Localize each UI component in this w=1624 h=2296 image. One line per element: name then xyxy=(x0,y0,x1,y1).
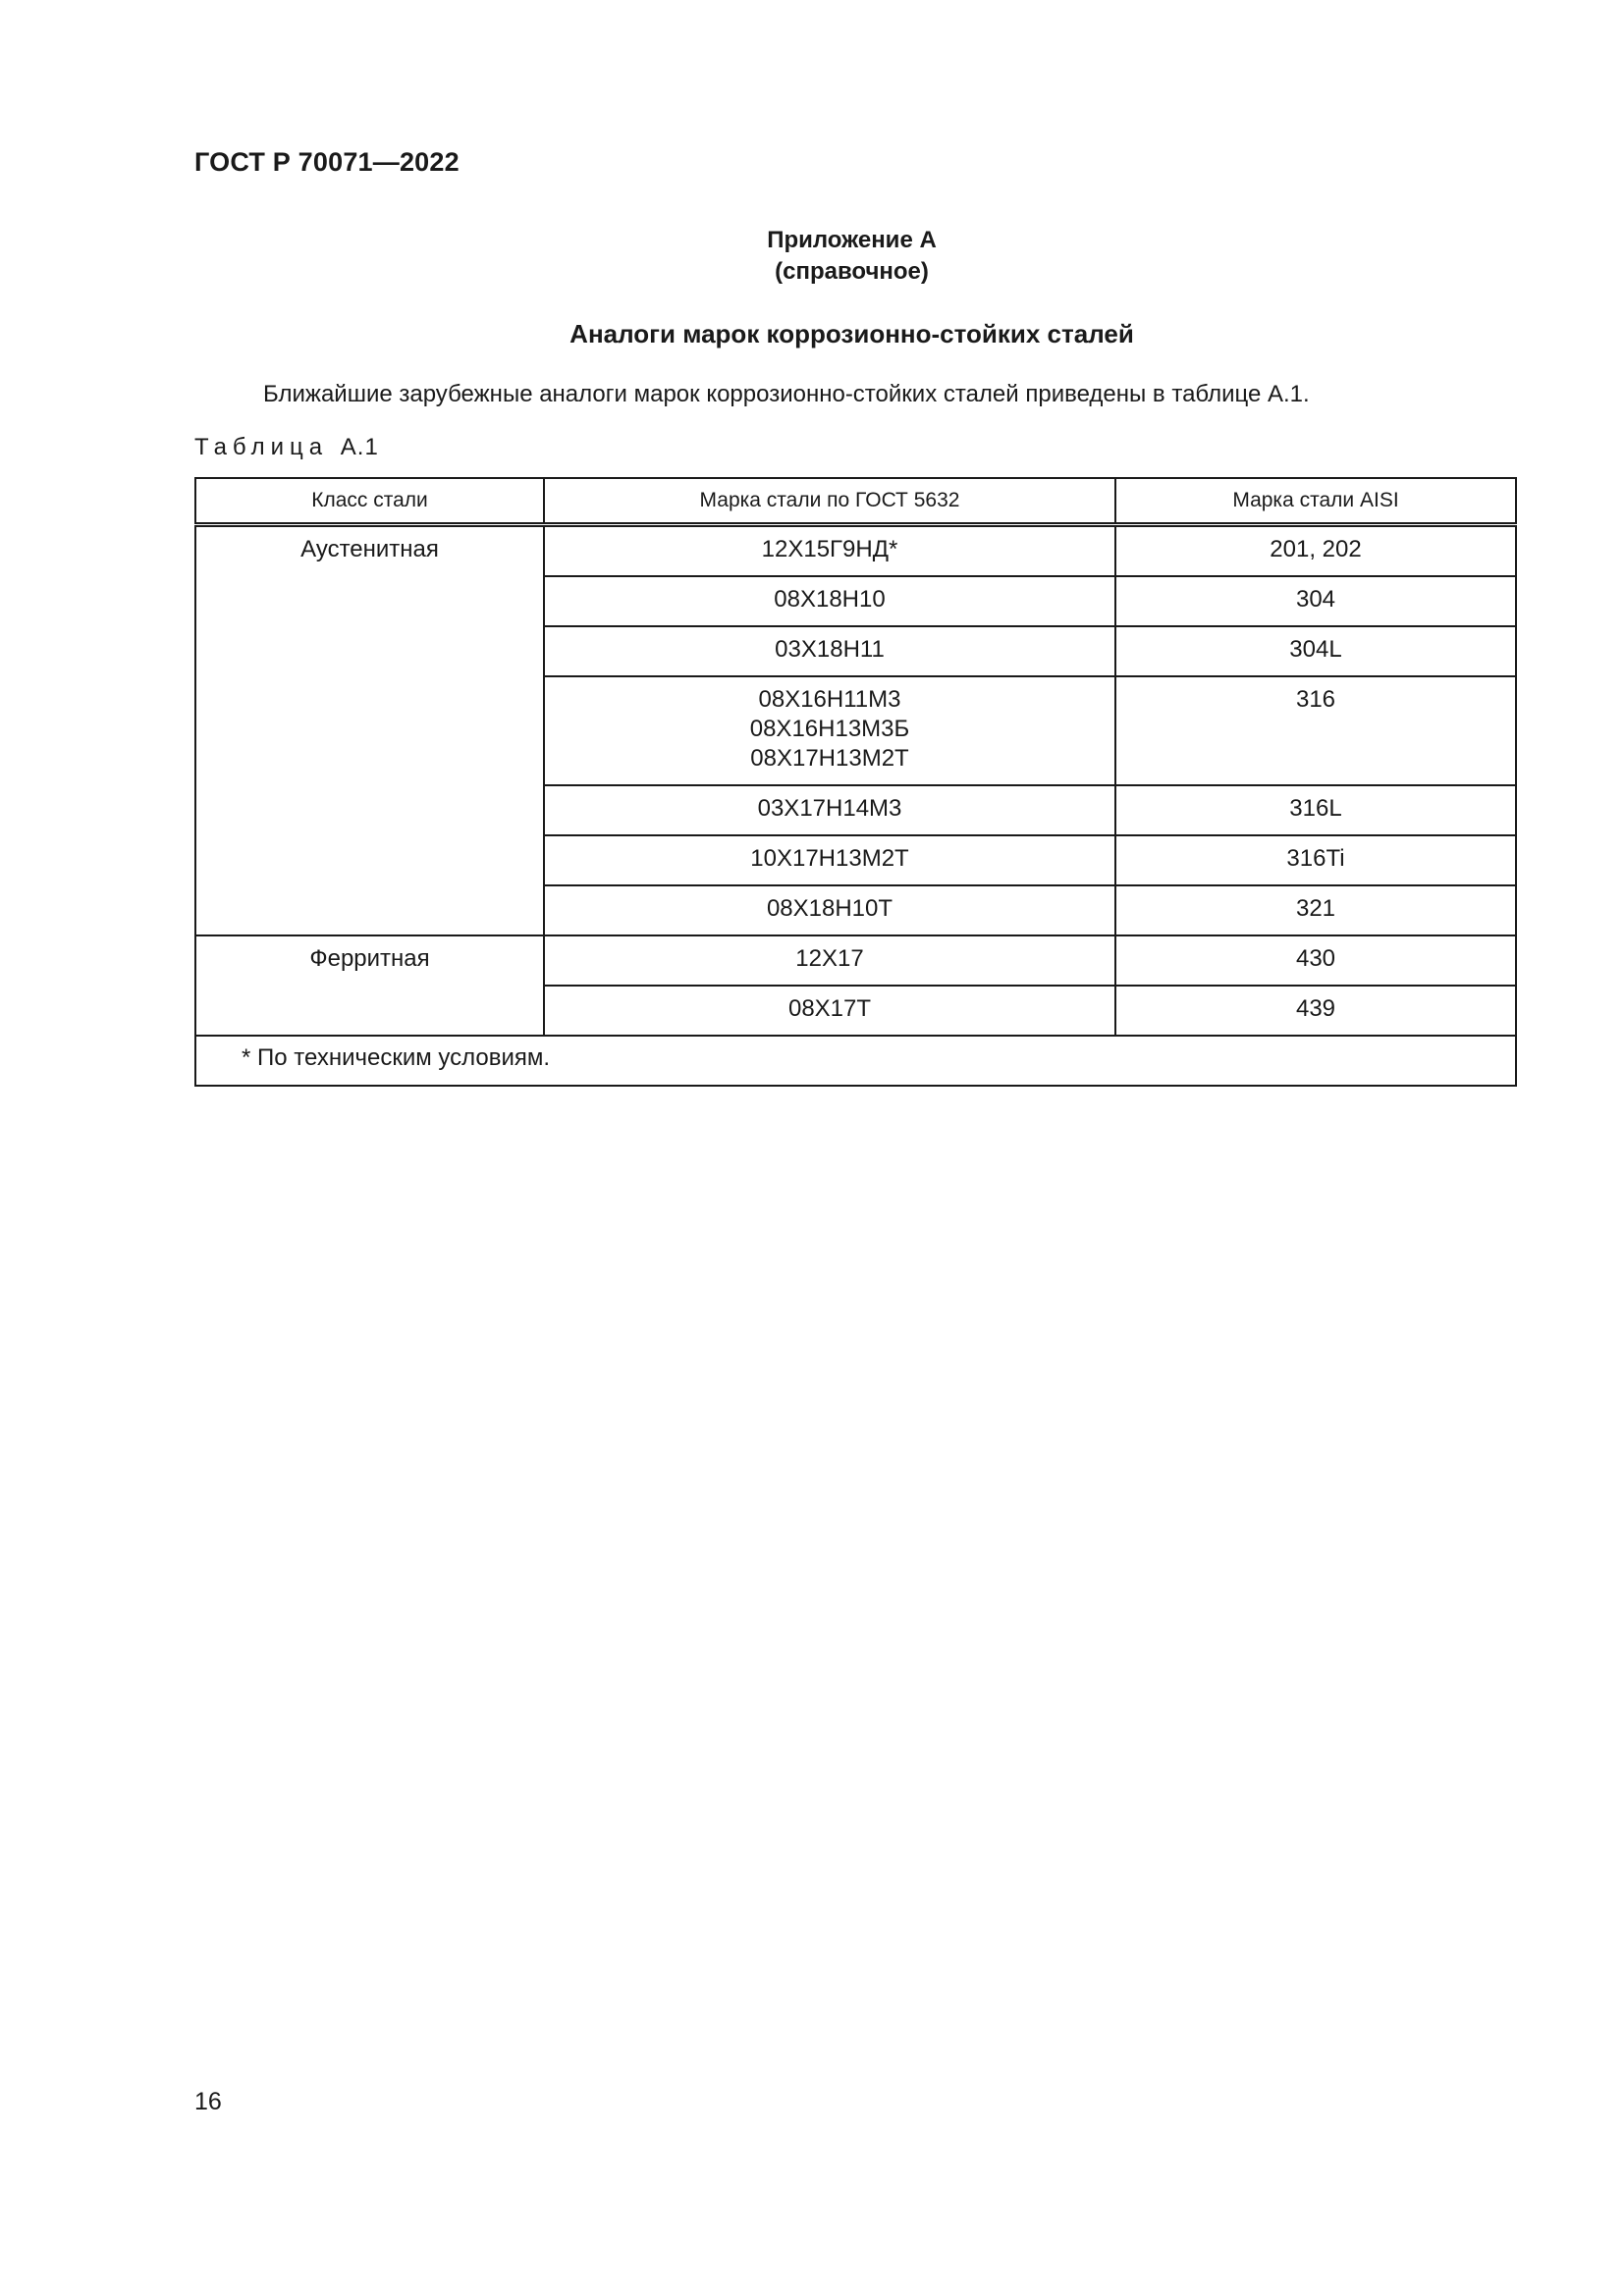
appendix-type: (справочное) xyxy=(775,258,929,285)
table-caption xyxy=(194,434,379,461)
gost-grade-line: 08Х16Н13М3Б xyxy=(749,716,910,742)
aisi-grade-cell: 316 xyxy=(1115,676,1516,785)
intro-paragraph: Ближайшие зарубежные аналоги марок коррозионно-стойких сталей приведены в таблице А.1. xyxy=(263,381,1310,407)
steel-class-cell: Ферритная xyxy=(195,935,544,1036)
aisi-grade-cell: 430 xyxy=(1115,935,1516,986)
gost-grade-cell: 12Х17 xyxy=(544,935,1115,986)
aisi-grade-cell: 316Ti xyxy=(1115,835,1516,885)
page-number: 16 xyxy=(194,2088,222,2115)
gost-grade-line: 08Х16Н11М3 xyxy=(758,686,901,713)
header-aisi-grade: Марка стали AISI xyxy=(1115,478,1516,525)
section-title: Аналоги марок коррозионно-стойких сталей xyxy=(569,319,1134,348)
gost-grade-cell xyxy=(544,676,1115,785)
aisi-grade-cell: 304L xyxy=(1115,626,1516,676)
aisi-grade-cell: 304 xyxy=(1115,576,1516,626)
gost-grade-line: 08Х17Н13М2Т xyxy=(750,745,909,772)
gost-grade-cell: 08Х18Н10Т xyxy=(544,885,1115,935)
table-caption-label: Таблица xyxy=(194,434,329,460)
aisi-grade-cell: 316L xyxy=(1115,785,1516,835)
gost-grade-cell: 10Х17Н13М2Т xyxy=(544,835,1115,885)
gost-grade-cell: 03Х18Н11 xyxy=(544,626,1115,676)
header-gost-grade: Марка стали по ГОСТ 5632 xyxy=(544,478,1115,525)
table-row xyxy=(195,525,1516,577)
table-footnote: * По техническим условиям. xyxy=(195,1036,1516,1086)
gost-grade-cell: 12Х15Г9НД* xyxy=(544,525,1115,577)
gost-grade-cell: 08Х17Т xyxy=(544,986,1115,1036)
table-caption-number: А.1 xyxy=(340,434,379,460)
header-steel-class: Класс стали xyxy=(195,478,544,525)
table-footnote-row xyxy=(195,1036,1516,1086)
aisi-grade-cell: 321 xyxy=(1115,885,1516,935)
table-row xyxy=(195,935,1516,986)
steel-class-cell: Аустенитная xyxy=(195,525,544,936)
gost-grade-cell: 08Х18Н10 xyxy=(544,576,1115,626)
gost-grade-cell: 03Х17Н14М3 xyxy=(544,785,1115,835)
table-header-row xyxy=(195,478,1516,525)
steel-grades-table xyxy=(194,477,1517,1087)
appendix-title: Приложение А xyxy=(767,227,937,253)
document-code: ГОСТ Р 70071—2022 xyxy=(194,147,460,177)
aisi-grade-cell: 201, 202 xyxy=(1115,525,1516,577)
aisi-grade-cell: 439 xyxy=(1115,986,1516,1036)
